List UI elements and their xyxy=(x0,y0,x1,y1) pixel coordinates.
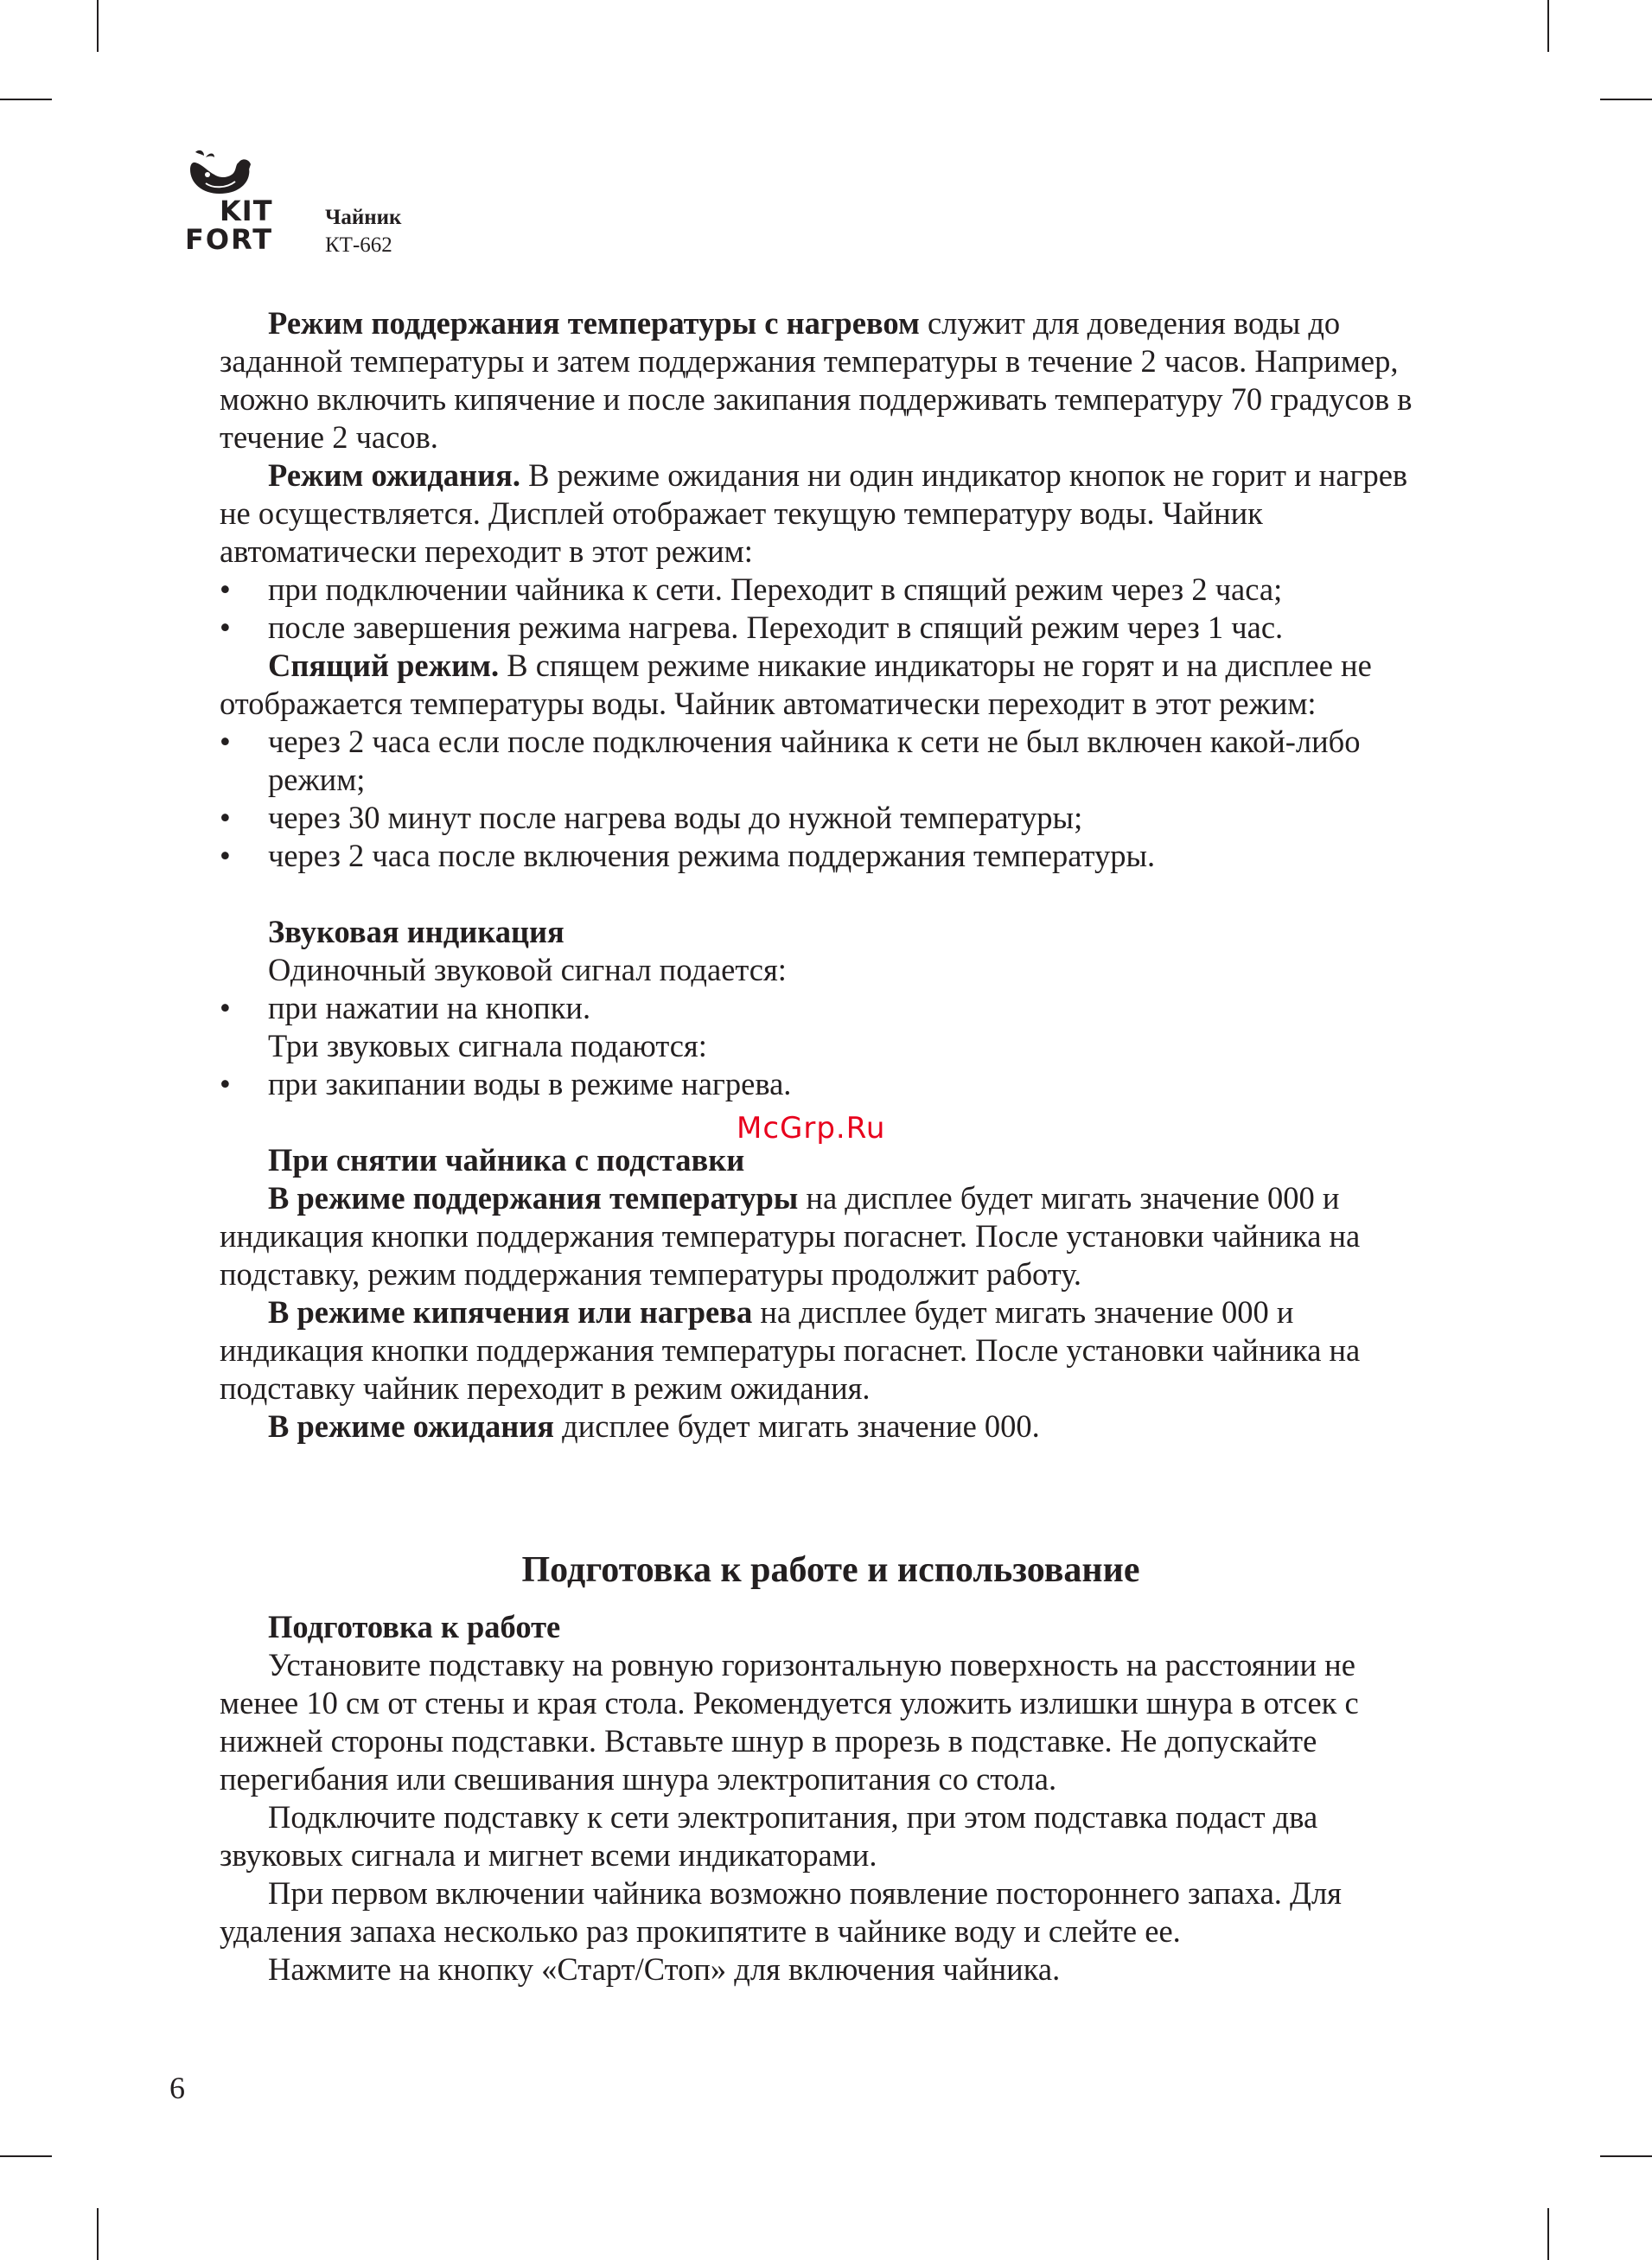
page-number: 6 xyxy=(169,2071,185,2105)
list-item: • после завершения режима нагрева. Переходит в спящий режим через 1 час. xyxy=(220,610,1284,645)
paragraph-removal-boil: В режиме кипячения или нагрева на дисплее будет мигать значение 000 и индикация кнопки поддержания температуры погаснет. После установки чайника на подставку чайник переходит в режим ожидания. xyxy=(220,1294,1361,1406)
list-item: • через 2 часа после включения режима поддержания температуры. xyxy=(220,838,1156,873)
paragraph: Нажмите на кнопку «Старт/Стоп» для включения чайника. xyxy=(268,1951,1061,1987)
term-standby-mode: Режим ожидания. xyxy=(268,457,520,493)
term-sleep-mode: Спящий режим. xyxy=(268,648,500,683)
heading-preparation: Подготовка к работе xyxy=(268,1609,561,1644)
term-heat-keep-mode: Режим поддержания температуры с нагревом xyxy=(268,305,920,341)
brand-line-1: KIT xyxy=(220,195,273,227)
crop-mark xyxy=(97,0,99,52)
product-model: КТ-662 xyxy=(325,233,392,257)
paragraph-heat-keep-mode: Режим поддержания температуры с нагревом служит для доведения воды до заданной температуры и затем поддержания температуры в течение 2 часов. Например, можно включить кипячение и после закипания поддерживать температуру 70 градусов в течение 2 часов. xyxy=(220,305,1413,455)
product-name: Чайник xyxy=(325,206,402,229)
sound-triple-intro: Три звуковых сигнала подаются: xyxy=(268,1028,707,1063)
list-item: • через 30 минут после нагрева воды до нужной температуры; xyxy=(220,800,1083,835)
watermark: McGrp.Ru xyxy=(737,1111,886,1146)
crop-mark xyxy=(1600,2155,1652,2157)
list-item: • при подключении чайника к сети. Переходит в спящий режим через 2 часа; xyxy=(220,571,1283,607)
paragraph-removal-wait: В режиме ожидания дисплее будет мигать значение 000. xyxy=(268,1408,1040,1444)
paragraph: Установите подставку на ровную горизонтальную поверхность на расстоянии не менее 10 см от стены и края стола. Рекомендуется уложить излишки шнура в отсек с нижней стороны подставки. Вставьте шнур в прорезь в подставке. Не допускайте перегибания или свешивания шнура электропитания со стола. xyxy=(220,1647,1359,1797)
crop-mark xyxy=(1600,99,1652,100)
crop-mark xyxy=(0,99,52,100)
brand-line-2: FORT xyxy=(185,223,274,256)
brand-logo xyxy=(185,149,306,261)
sound-single-intro: Одиночный звуковой сигнал подается: xyxy=(268,952,787,987)
list-item: • при закипании воды в режиме нагрева. xyxy=(220,1066,792,1101)
heading-sound-indication: Звуковая индикация xyxy=(268,914,564,949)
list-item: • через 2 часа если после подключения чайника к сети не был включен какой-либо режим; xyxy=(220,724,1361,797)
whale-icon xyxy=(188,149,254,197)
crop-mark xyxy=(1547,2208,1549,2260)
list-item: • при нажатии на кнопки. xyxy=(220,990,591,1025)
product-header xyxy=(325,204,401,259)
heading-kettle-removal: При снятии чайника с подставки xyxy=(268,1142,745,1178)
paragraph-sleep-mode: Спящий режим. В спящем режиме никакие индикаторы не горят и на дисплее не отображается температуры воды. Чайник автоматически переходит в этот режим: xyxy=(220,648,1372,721)
paragraph: Подключите подставку к сети электропитания, при этом подставка подаст два звуковых сигнала и мигнет всеми индикаторами. xyxy=(220,1799,1318,1873)
crop-mark xyxy=(97,2208,99,2260)
paragraph-standby-mode: Режим ожидания. В режиме ожидания ни один индикатор кнопок не горит и нагрев не осуществляется. Дисплей отображает текущую температуру воды. Чайник автоматически переходит в этот режим: xyxy=(220,457,1408,569)
page-content xyxy=(220,304,1442,1989)
paragraph-removal-keep: В режиме поддержания температуры на дисплее будет мигать значение 000 и индикация кнопки поддержания температуры погаснет. После установки чайника на подставку, режим поддержания температуры продолжит работу. xyxy=(220,1180,1361,1292)
crop-mark xyxy=(0,2155,52,2157)
crop-mark xyxy=(1547,0,1549,52)
paragraph: При первом включении чайника возможно появление постороннего запаха. Для удаления запаха несколько раз прокипятите в чайнике воду и слейте ее. xyxy=(220,1875,1342,1949)
section-title: Подготовка к работе и использование xyxy=(521,1550,1140,1590)
